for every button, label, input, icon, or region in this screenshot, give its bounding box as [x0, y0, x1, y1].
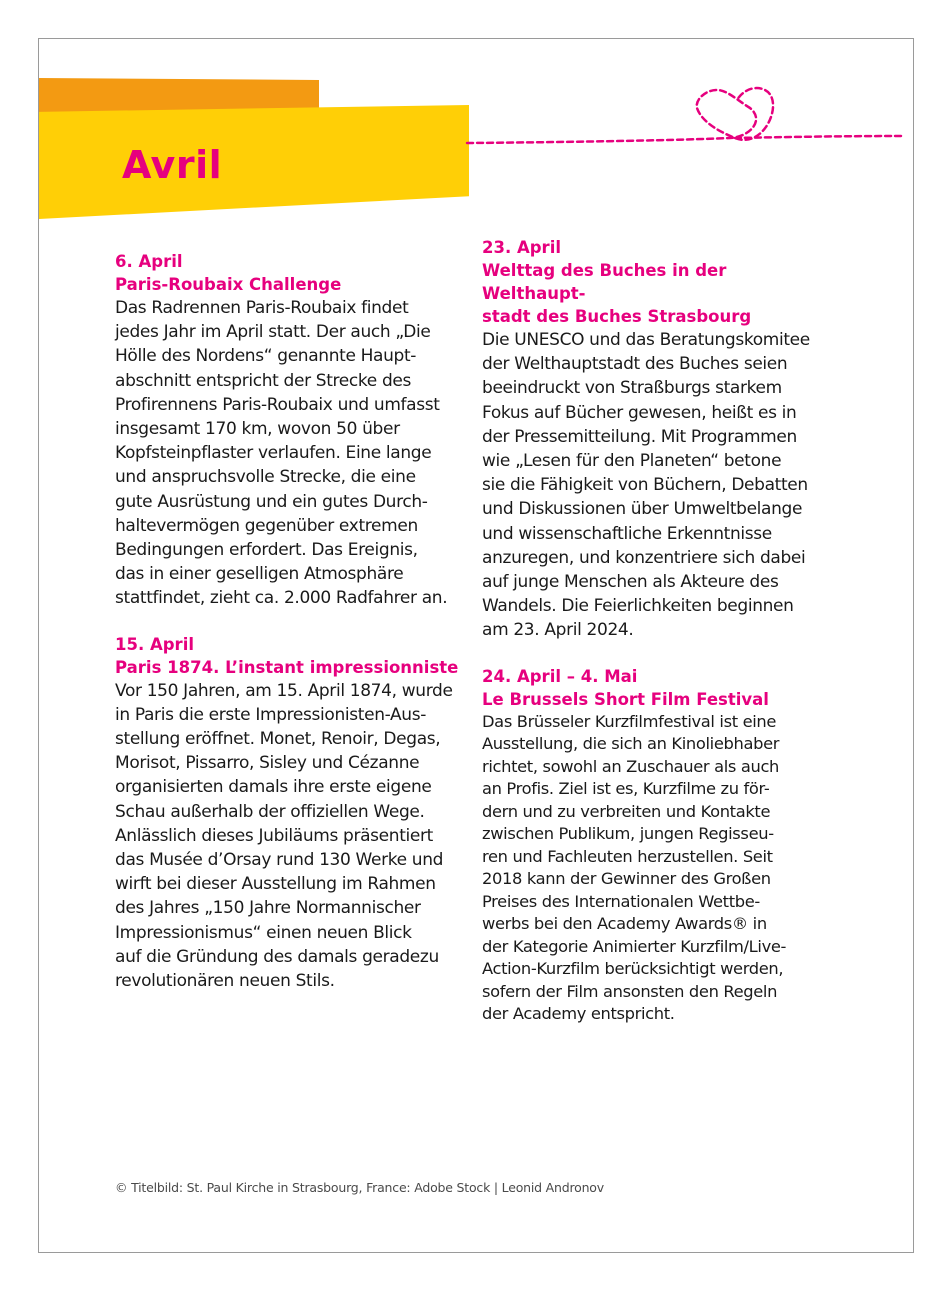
heart-icon	[465, 80, 905, 150]
event-title: Le Brussels Short Film Festival	[482, 689, 769, 709]
event-paris-roubaix	[115, 250, 465, 611]
event-date: 6. April	[115, 252, 183, 271]
event-welttag-buch	[482, 236, 832, 643]
photo-credit: © Titelbild: St. Paul Kirche in Strasbourg, France: Adobe Stock | Leonid Andronov	[115, 1180, 604, 1195]
event-date: 23. April	[482, 238, 562, 257]
event-date: 15. April	[115, 634, 195, 654]
event-description: Vor 150 Jahren, am 15. April 1874, wurde in Paris die erste Impressionisten-Aus- stellung eröffnet. Monet, Renoir, Degas, Morisot, Pissarro, Sisley und Cézanne organisierten damals ihre erste eigene Schau außerhalb der offiziellen Wege. Anlässlich dieses Jubiläums präsentiert das Musée d’Orsay rund 130 Werke und wirft bei dieser Ausstellung im Rahmen des Jahres „150 Jahre Normannischer Impressionismus“ einen neuen Blick auf die Gründung des damals geradezu revolutionären neuen Stils.	[115, 680, 453, 992]
event-title: Paris-Roubaix Challenge	[115, 275, 342, 294]
event-title: Paris 1874. L’instant impressionniste	[115, 657, 459, 677]
right-column	[482, 236, 832, 1048]
event-description: Das Radrennen Paris-Roubaix findet jedes Jahr im April statt. Der auch „Die Hölle des Nordens“ genannte Haupt- abschnitt entspricht der Strecke des Profirennens Paris-Roubaix und umfasst insgesamt 170 km, wovon 50 über Kopfsteinpflaster verlaufen. Eine lange und anspruchsvolle Strecke, die eine gute Ausrüstung und ein gutes Durch- haltevermögen gegenüber extremen Bedingungen erfordert. Das Ereignis, das in einer geselligen Atmosphäre stattfindet, zieht ca. 2.000 Radfahrer an.	[115, 298, 448, 609]
event-description: Das Brüsseler Kurzfilmfestival ist eine Ausstellung, die sich an Kinoliebhaber richtet, sowohl an Zuschauer als auch an Profis. Ziel ist es, Kurzfilme zu för- dern und zu verbreiten und Kontakte zwischen Publikum, jungen Regisseu- ren und Fachleuten herzustellen. Seit 2018 kann der Gewinner des Großen Preises des Internationalen Wettbe- werbs bei den Academy Awards® in der Kategorie Animierter Kurzfilm/Live- Action-Kurzfilm berücksichtigt werden, sofern der Film ansonsten den Regeln der Academy entspricht.	[482, 711, 787, 1024]
event-date: 24. April – 4. Mai	[482, 666, 638, 686]
event-brussels-film	[482, 665, 832, 1026]
event-description: Die UNESCO und das Beratungskomitee der Welthauptstadt des Buches seien beeindruckt von Straßburgs starkem Fokus auf Bücher gewesen, heißt es in der Pressemitteilung. Mit Programmen wie „Lesen für den Planeten“ betone sie die Fähigkeit von Büchern, Debatten und Diskussionen über Umweltbelange und wissenschaftliche Erkenntnisse anzuregen, und konzentriere sich dabei auf junge Menschen als Akteure des Wandels. Die Feierlichkeiten beginnen am 23. April 2024.	[482, 330, 810, 641]
event-title: Welttag des Buches in der Welthaupt- stadt des Buches Strasbourg	[482, 261, 752, 326]
event-impressionniste	[115, 633, 465, 994]
left-column	[115, 250, 465, 1015]
month-title: Avril	[122, 143, 223, 187]
